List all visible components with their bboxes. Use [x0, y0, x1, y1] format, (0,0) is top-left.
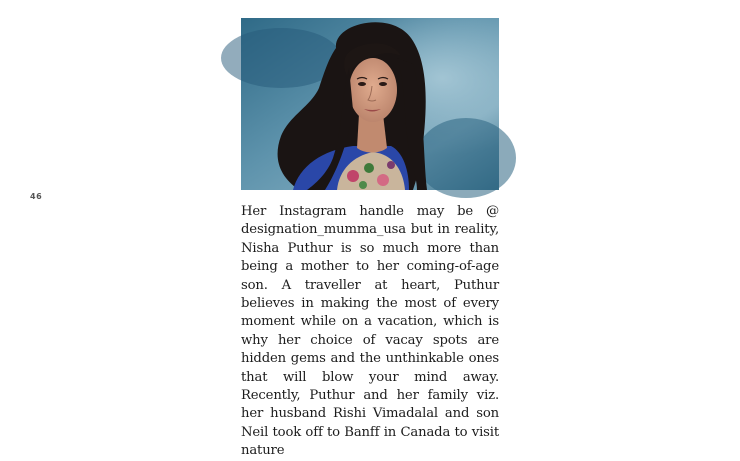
page-number: 46	[30, 192, 43, 201]
article-body: Her Instagram handle may be @ designation_mumma_usa but in reality, Nisha Puthur is so much more than being a mother to her coming-of-age son. A traveller at heart, Puthur believes in making the most of every moment while on a vacation, which is why her choice of vacay spots are hidden gems and the unthinkable ones that will blow your mind away. Recently, Puthur and her family viz. her husband Rishi Vimadalal and son Neil took off to Banff in Canada to visit nature	[241, 204, 499, 459]
portrait-illustration	[241, 18, 499, 190]
portrait-photo	[241, 18, 499, 190]
